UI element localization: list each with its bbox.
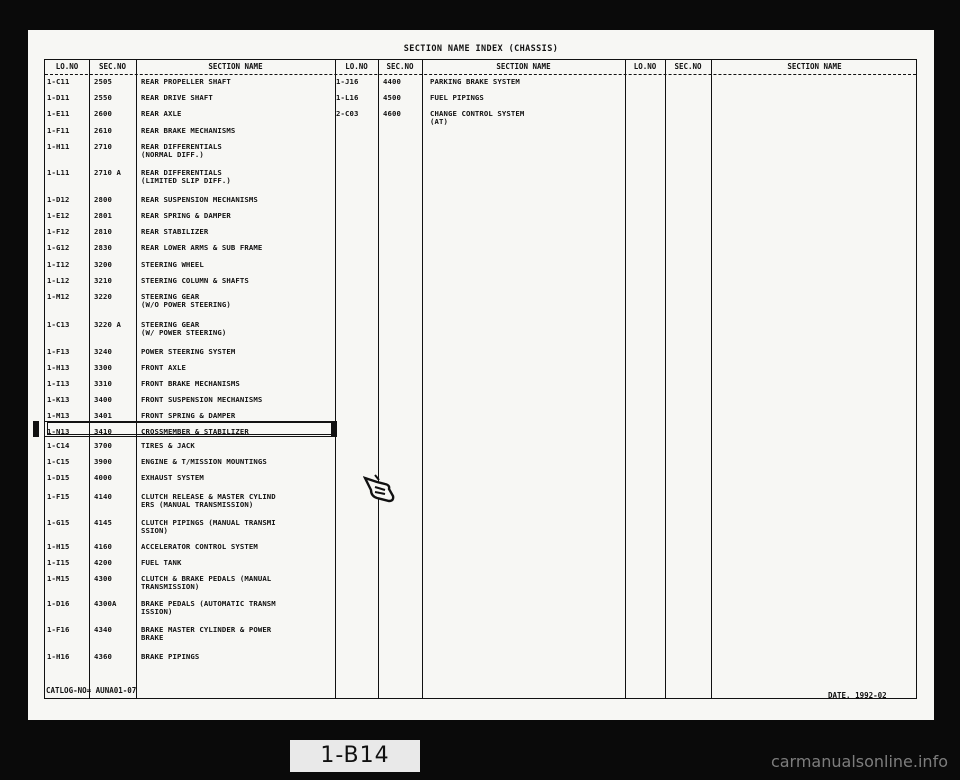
section-number: 2505 [94,77,112,86]
column-divider [422,60,423,698]
section-number: 4360 [94,652,112,661]
column-divider [378,60,379,698]
section-number: 2610 [94,126,112,135]
header-lo-no-2: LO.NO [345,62,368,71]
section-number: 2710 A [94,168,121,177]
section-number: 3400 [94,395,112,404]
header-sec-no-3: SEC.NO [674,62,702,71]
section-number: 2550 [94,93,112,102]
lo-number: 1-H13 [47,363,70,372]
section-name: BRAKE PIPINGS [141,652,200,661]
lo-number: 1-F16 [47,625,70,634]
column-divider [711,60,712,698]
highlighted-row [47,422,335,435]
header-sec-no-1: SEC.NO [98,62,127,71]
section-name: STEERING GEAR [141,292,200,301]
section-name: STEERING GEAR [141,320,200,329]
section-number: 3210 [94,276,112,285]
lo-number: 1-D11 [47,93,70,102]
lo-number: 1-L11 [47,168,70,177]
section-name: TIRES & JACK [141,441,195,450]
section-name: REAR PROPELLER SHAFT [141,77,231,86]
lo-number: 1-M12 [47,292,70,301]
column-divider [665,60,666,698]
index-table [44,59,917,699]
header-section-name-2: SECTION NAME [496,62,551,71]
section-name: STEERING COLUMN & SHAFTS [141,276,249,285]
section-name: REAR DRIVE SHAFT [141,93,213,102]
section-number: 3700 [94,441,112,450]
header-lo-no-1: LO.NO [55,62,79,71]
lo-number: 1-C13 [47,320,70,329]
lo-number: 1-M13 [47,411,70,420]
section-number: 3220 [94,292,112,301]
column-divider [625,60,626,698]
section-name: (W/O POWER STEERING) [141,300,231,309]
section-number: 2830 [94,243,112,252]
section-number: 4400 [383,77,401,86]
section-name: ERS (MANUAL TRANSMISSION) [141,500,254,509]
section-name: BRAKE PEDALS (AUTOMATIC TRANSM [141,599,276,608]
section-number: 4500 [383,93,401,102]
section-number: 4200 [94,558,112,567]
section-number: 2600 [94,109,112,118]
section-number: 3900 [94,457,112,466]
section-number: 3300 [94,363,112,372]
section-number: 3310 [94,379,112,388]
header-sec-no-2: SEC.NO [386,62,414,71]
lo-number: 1-H11 [47,142,70,151]
section-number: 3240 [94,347,112,356]
section-number: 4140 [94,492,112,501]
section-name: PARKING BRAKE SYSTEM [430,77,520,86]
section-name: CLUTCH & BRAKE PEDALS (MANUAL [141,574,272,583]
section-name: CLUTCH RELEASE & MASTER CYLIND [141,492,276,501]
section-number: 4600 [383,109,401,118]
section-name: ENGINE & T/MISSION MOUNTINGS [141,457,267,466]
header-section-name-3: SECTION NAME [787,62,842,71]
document-sheet [28,30,934,720]
section-number: 4300 [94,574,112,583]
section-name: BRAKE MASTER CYLINDER & POWER [141,625,272,634]
lo-number: 1-F11 [47,126,70,135]
lo-number: 1-C11 [47,77,70,86]
lo-number: 1-F13 [47,347,70,356]
section-number: 4300A [94,599,117,608]
lo-number: 1-C15 [47,457,70,466]
lo-number: 1-J16 [336,77,359,86]
row-marker [331,421,337,437]
section-name: REAR DIFFERENTIALS [141,142,222,151]
section-number: 2710 [94,142,112,151]
lo-number: 1-E11 [47,109,70,118]
lo-number: 1-I15 [47,558,70,567]
section-name: FRONT SUSPENSION MECHANISMS [141,395,263,404]
section-name: FRONT BRAKE MECHANISMS [141,379,240,388]
section-name: (W/ POWER STEERING) [141,328,227,337]
pointing-hand-icon [363,472,397,506]
lo-number: 1-F12 [47,227,70,236]
section-name: CROSSMEMBER & STABILIZER [141,427,249,436]
section-name: FRONT AXLE [141,363,186,372]
section-name: CHANGE CONTROL SYSTEM [430,109,525,118]
section-number: 2810 [94,227,112,236]
section-number: 3401 [94,411,112,420]
section-name: BRAKE [141,633,164,642]
lo-number: 1-D16 [47,599,70,608]
section-name: (NORMAL DIFF.) [141,150,204,159]
lo-number: 1-D15 [47,473,70,482]
section-number: 3200 [94,260,112,269]
header-section-name-1: SECTION NAME [208,62,263,71]
catalog-number: CATLOG-NO= AUNA01-07 [46,686,137,695]
document-date: DATE. 1992-02 [828,691,887,700]
section-name: REAR AXLE [141,109,182,118]
section-name: CLUTCH PIPINGS (MANUAL TRANSMI [141,518,276,527]
lo-number: 1-N13 [47,427,70,436]
section-name: FUEL TANK [141,558,182,567]
lo-number: 1-L12 [47,276,70,285]
column-divider [89,60,90,698]
section-name: (LIMITED SLIP DIFF.) [141,176,231,185]
lo-number: 1-E12 [47,211,70,220]
lo-number: 1-H16 [47,652,70,661]
lo-number: 1-H15 [47,542,70,551]
section-name: ACCELERATOR CONTROL SYSTEM [141,542,258,551]
column-divider [136,60,137,698]
section-name: REAR BRAKE MECHANISMS [141,126,236,135]
section-number: 4000 [94,473,112,482]
section-number: 2800 [94,195,112,204]
page-label: 1-B14 [290,740,420,772]
section-name: FUEL PIPINGS [430,93,484,102]
lo-number: 2-C03 [336,109,359,118]
section-name: SSION) [141,526,168,535]
lo-number: 1-L16 [336,93,359,102]
section-name: (AT) [430,117,448,126]
lo-number: 1-D12 [47,195,70,204]
watermark: carmanualsonline.info [770,752,948,771]
section-number: 3410 [94,427,112,436]
section-name: REAR DIFFERENTIALS [141,168,222,177]
column-divider [335,60,336,698]
section-name: POWER STEERING SYSTEM [141,347,236,356]
section-number: 3220 A [94,320,121,329]
lo-number: 1-M15 [47,574,70,583]
section-number: 4340 [94,625,112,634]
row-divider [45,436,334,437]
section-number: 4160 [94,542,112,551]
section-name: EXHAUST SYSTEM [141,473,204,482]
section-name: REAR STABILIZER [141,227,209,236]
section-name: REAR SPRING & DAMPER [141,211,231,220]
lo-number: 1-I13 [47,379,70,388]
section-name: STEERING WHEEL [141,260,204,269]
header-divider [45,74,916,75]
section-number: 2801 [94,211,112,220]
lo-number: 1-C14 [47,441,70,450]
section-name: REAR LOWER ARMS & SUB FRAME [141,243,263,252]
section-number: 4145 [94,518,112,527]
lo-number: 1-K13 [47,395,70,404]
section-name: REAR SUSPENSION MECHANISMS [141,195,258,204]
row-marker [33,421,39,437]
lo-number: 1-F15 [47,492,70,501]
section-name: FRONT SPRING & DAMPER [141,411,236,420]
section-name: ISSION) [141,607,173,616]
lo-number: 1-G15 [47,518,70,527]
lo-number: 1-G12 [47,243,70,252]
header-lo-no-3: LO.NO [633,62,657,71]
page-title: SECTION NAME INDEX (CHASSIS) [403,44,559,54]
lo-number: 1-I12 [47,260,70,269]
section-name: TRANSMISSION) [141,582,200,591]
